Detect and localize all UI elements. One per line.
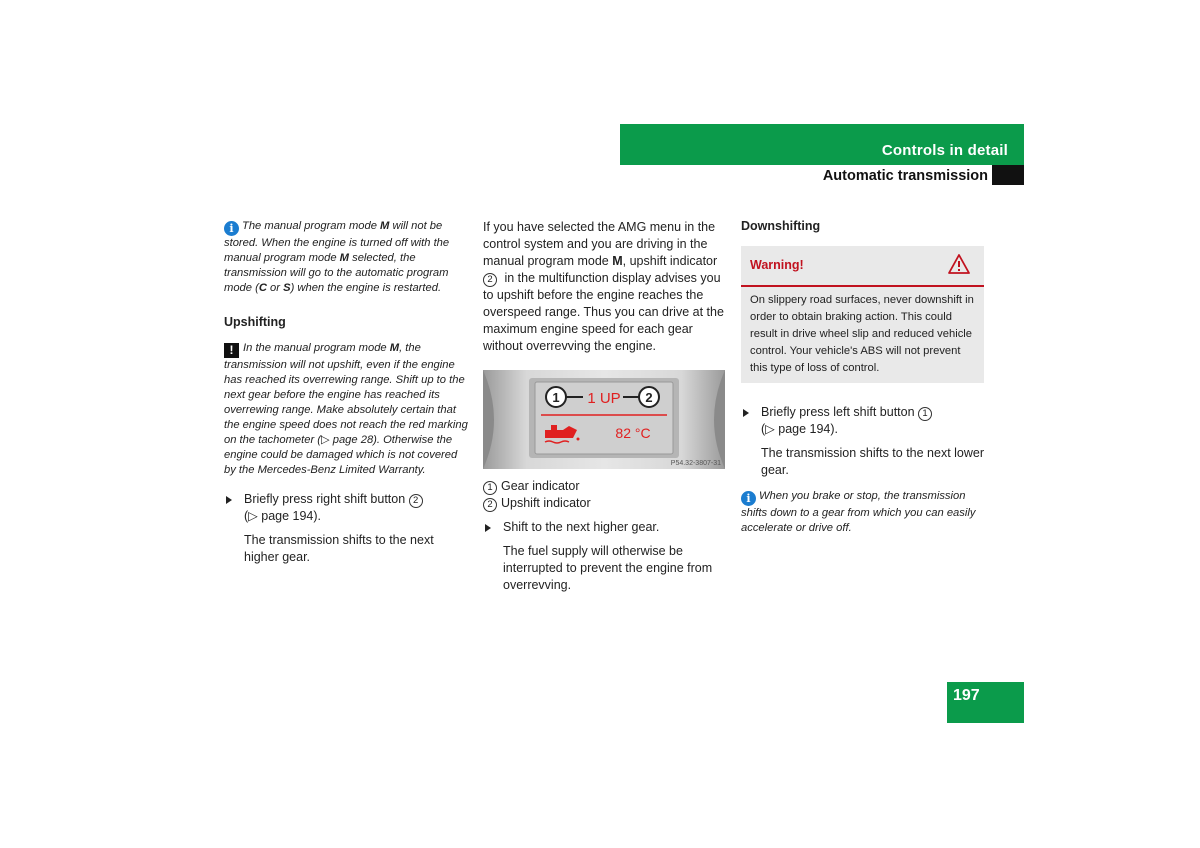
bullet-triangle-icon (485, 524, 491, 532)
page-number: 197 (953, 687, 980, 704)
oil-temp-text: 82 °C (615, 425, 651, 441)
step-result: The transmission shifts to the next lower gear. (761, 446, 985, 477)
step-result: The transmission shifts to the next higher gear. (244, 533, 434, 564)
subsection-title: Automatic transmission (822, 168, 988, 184)
warning-header (741, 246, 984, 287)
step-result: The fuel supply will otherwise be interrupted to prevent the engine from overrevving. (503, 544, 713, 592)
section-header-bar (620, 124, 1024, 165)
info-note: i The manual program mode M will not be stored. When the engine is turned off with the manual program mode M selected, the transmission will go to the automatic program mode (C or S) when the engine is restarted. (224, 220, 450, 294)
column-3 (741, 219, 985, 536)
column-2 (483, 219, 727, 594)
step-downshift: Briefly press left shift button 1 (▷ page 194). (741, 404, 985, 438)
section-title: Controls in detail (881, 142, 1008, 159)
info-note: i When you brake or stop, the transmission shifts down to a gear from which you can easily accelerate or drive off. (741, 490, 976, 534)
intro-paragraph: If you have selected the AMG menu in the control system and you are driving in the manual program mode M, upshift indicator 2 in the multifunction display advises you to upshift before the engine reaches the overspeed range. Thus you can drive at the maximum engine speed for each gear without overrevving the engine. (483, 220, 724, 353)
legend-item: 2 Upshift indicator (483, 495, 727, 512)
step-shift-up: Shift to the next higher gear. (483, 519, 727, 536)
header-marker (992, 165, 1024, 185)
info-icon: i (224, 221, 239, 236)
figure-id: P54.32-3807-31 (670, 460, 721, 467)
warning-triangle-icon (948, 254, 970, 274)
figure-callout-2: 2 (645, 390, 653, 405)
figure-legend (483, 478, 727, 512)
info-icon: i (741, 491, 756, 506)
callout-2: 2 (483, 273, 497, 287)
exclamation-icon: ! (224, 343, 239, 358)
callout-1: 1 (918, 407, 932, 421)
warning-body: On slippery road surfaces, never downshift in order to obtain braking action. This could result in drive wheel slip and reduced vehicle control. Your vehicle's ABS will not prevent this type of loss of control. (750, 294, 974, 374)
warning-title: Warning! (750, 258, 804, 272)
caution-note: ! In the manual program mode M, the transmission will not upshift, even if the engine has reached its overrewing range. Shift up to the next gear before the engine has reached its overrewing range. Make absolutely certain that the engine speed does not reach the red marking on the tachometer (▷ page 28). Otherwise the engine could be damaged which is not covered by the Mercedes-Benz Limited Warranty. (224, 342, 468, 476)
multifunction-display-figure (483, 370, 725, 469)
column-1 (224, 219, 468, 566)
figure-callout-1: 1 (552, 390, 560, 405)
upshift-text: 1 UP (587, 390, 621, 407)
upshifting-heading: Upshifting (224, 315, 286, 329)
downshifting-heading: Downshifting (741, 219, 821, 233)
bullet-triangle-icon (226, 496, 232, 504)
page-number-box (947, 682, 1024, 723)
warning-box (741, 246, 984, 383)
bullet-triangle-icon (743, 409, 749, 417)
callout-2: 2 (409, 494, 423, 508)
step-upshift: Briefly press right shift button 2 (▷ page 194). (224, 491, 468, 525)
legend-item: 1 Gear indicator (483, 478, 727, 495)
